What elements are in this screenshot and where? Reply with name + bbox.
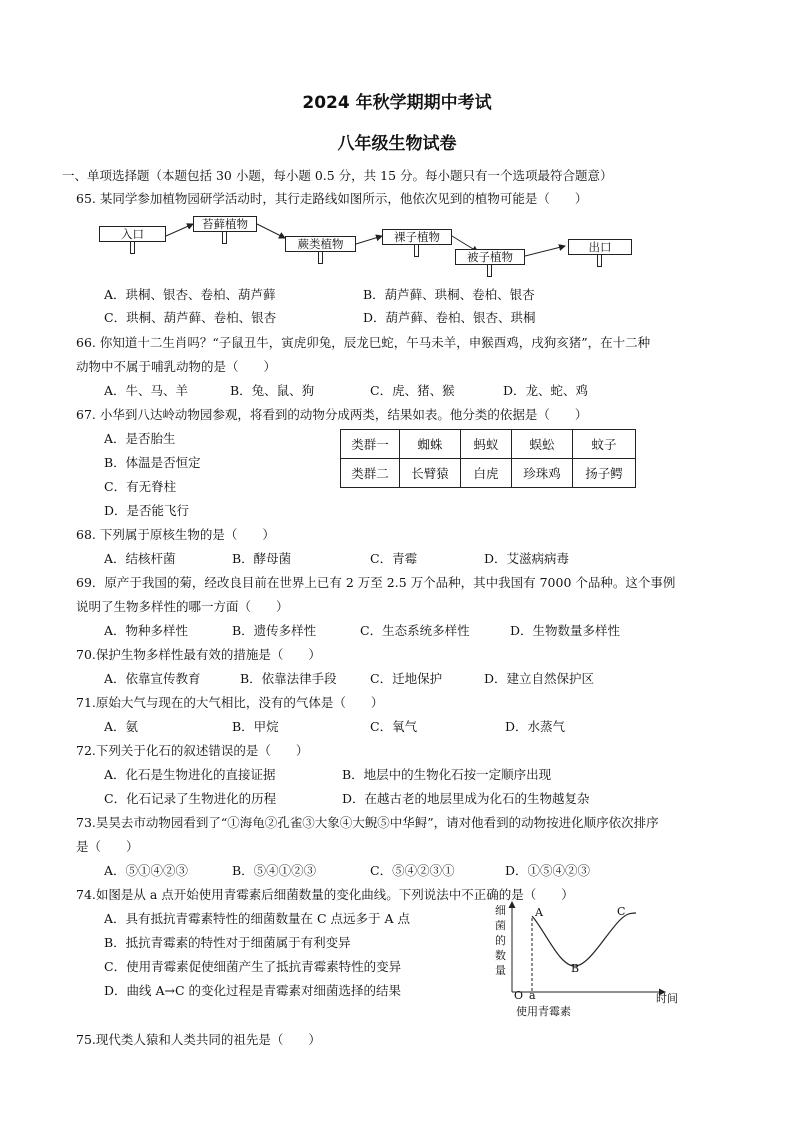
q73-option-d: D．①⑤④②③: [505, 863, 591, 878]
q70-option-c: C．迁地保护: [370, 671, 443, 686]
q73-option-c: C．⑤④②③①: [370, 863, 455, 878]
table-cell: 蜈蚣: [512, 430, 573, 459]
question-73-stem-2: 是（ ）: [76, 839, 139, 854]
question-75-stem: 75.现代类人猿和人类共同的祖先是（ ）: [76, 1032, 321, 1047]
q71-option-a: A．氨: [104, 719, 139, 734]
question-66-stem-2: 动物中不属于哺乳动物的是（ ）: [76, 359, 277, 374]
table-cell: 白虎: [461, 459, 512, 488]
table-cell: 蜘蛛: [400, 430, 461, 459]
graph-y-label: [495, 903, 509, 978]
table-row: [341, 459, 636, 488]
q72-option-b: B．地层中的生物化石按一定顺序出现: [342, 767, 552, 782]
q72-option-a: A．化石是生物进化的直接证据: [104, 767, 276, 782]
question-69-stem-1: 69．原产于我国的菊，经改良目前在世界上已有 2 万至 2.5 万个品种，其中我国有 7000 个品种。这个事例: [76, 575, 676, 590]
table-cell: 蚊子: [573, 430, 636, 459]
question-68-stem: 68. 下列属于原核生物的是（ ）: [76, 527, 275, 542]
question-66-stem-1: 66. 你知道十二生肖吗？“子鼠丑牛，寅虎卯兔，辰龙巳蛇，午马未羊，申猴酉鸡，戌狗亥猪”，在十二种: [76, 335, 651, 350]
question-69-stem-2: 说明了生物多样性的哪一方面（ ）: [76, 599, 289, 614]
y-label-char: 数: [495, 949, 506, 962]
classification-table: [340, 429, 636, 488]
bacteria-curve: [532, 913, 636, 966]
q68-option-a: A．结核杆菌: [104, 551, 176, 566]
q66-option-a: A．牛、马、羊: [104, 383, 189, 398]
x-axis-label: 时间: [656, 992, 678, 1005]
point-b-label: B: [571, 962, 580, 975]
q70-option-a: A．依靠宣传教育: [104, 671, 201, 686]
q69-option-d: D．生物数量多样性: [510, 623, 621, 638]
q65-option-a: A．珙桐、银杏、卷柏、葫芦藓: [104, 287, 276, 302]
q65-option-c: C．珙桐、葫芦藓、卷柏、银杏: [104, 310, 277, 325]
q66-option-b: B．兔、鼠、狗: [230, 383, 315, 398]
table-cell: 类群一: [341, 430, 400, 459]
exam-title: 2024 年秋学期期中考试: [302, 93, 492, 113]
point-a-label: A: [535, 906, 543, 919]
q67-option-c: C．有无脊柱: [104, 479, 177, 494]
question-74-stem: 74.如图是从 a 点开始使用青霉素后细菌数量的变化曲线。下列说法中不正确的是（ ）: [76, 887, 574, 902]
y-label-char: 菌: [495, 919, 506, 932]
y-label-char: 的: [495, 934, 506, 947]
q66-option-c: C．虎、猪、猴: [370, 383, 455, 398]
sign-post: [318, 251, 323, 264]
mark-a-label: a: [529, 989, 536, 1002]
question-67-stem: 67. 小华到八达岭动物园参观，将看到的动物分成两类，结果如表。他分类的依据是（ ）: [76, 407, 588, 422]
route-gymnosperm: 裸子植物: [382, 229, 452, 245]
exam-subtitle: 八年级生物试卷: [337, 134, 457, 154]
table-cell: 珍珠鸡: [512, 459, 573, 488]
q67-option-b: B．体温是否恒定: [104, 455, 201, 470]
q69-option-c: C．生态系统多样性: [360, 623, 470, 638]
question-65-stem: 65. 某同学参加植物园研学活动时，其行走路线如图所示，他依次见到的植物可能是（ ）: [76, 191, 588, 206]
q74-option-a: A．具有抵抗青霉素特性的细菌数量在 C 点远多于 A 点: [104, 911, 411, 926]
q69-option-b: B．遗传多样性: [232, 623, 317, 638]
question-72-stem: 72.下列关于化石的叙述错误的是（ ）: [76, 743, 309, 758]
q69-option-a: A．物种多样性: [104, 623, 189, 638]
section-heading: 一、单项选择题（本题包括 30 小题，每小题 0.5 分，共 15 分。每小题只有一个选项最符合题意）: [62, 168, 613, 183]
q74-option-b: B．抵抗青霉素的特性对于细菌属于有利变异: [104, 935, 351, 950]
q74-option-c: C．使用青霉素促使细菌产生了抵抗青霉素特性的变异: [104, 959, 402, 974]
q71-option-d: D．水蒸气: [505, 719, 566, 734]
sign-post: [222, 231, 227, 244]
q74-option-d: D．曲线 A→C 的变化过程是青霉素对细菌选择的结果: [104, 983, 402, 998]
q65-option-b: B．葫芦藓、珙桐、卷柏、银杏: [363, 287, 535, 302]
q72-option-d: D．在越古老的地层里成为化石的生物越复杂: [342, 791, 590, 806]
point-c-label: C: [617, 905, 626, 918]
q68-option-b: B．酵母菌: [232, 551, 292, 566]
route-angiosperm: 被子植物: [455, 249, 525, 265]
q66-option-d: D．龙、蛇、鸡: [503, 383, 589, 398]
question-71-stem: 71.原始大气与现在的大气相比，没有的气体是（ ）: [76, 695, 384, 710]
route-arrows: [0, 0, 794, 290]
route-entrance: 入口: [99, 226, 166, 242]
question-70-stem: 70.保护生物多样性最有效的措施是（ ）: [76, 647, 321, 662]
sign-post: [130, 241, 135, 254]
q68-option-d: D．艾滋病病毒: [484, 551, 570, 566]
origin-label: O: [514, 989, 524, 1002]
q70-option-b: B．依靠法律手段: [240, 671, 337, 686]
y-label-char: 量: [495, 964, 506, 977]
q70-option-d: D．建立自然保护区: [484, 671, 595, 686]
route-moss: 苔藓植物: [193, 216, 257, 232]
route-exit: 出口: [568, 239, 632, 255]
q65-option-d: D．葫芦藓、卷柏、银杏、珙桐: [363, 310, 536, 325]
graph-caption: 使用青霉素: [516, 1005, 571, 1018]
q72-option-c: C．化石记录了生物进化的历程: [104, 791, 277, 806]
q71-option-c: C．氧气: [370, 719, 418, 734]
q68-option-c: C．青霉: [370, 551, 418, 566]
q67-option-a: A．是否胎生: [104, 431, 176, 446]
q73-option-b: B．⑤④①②③: [232, 863, 317, 878]
sign-post: [487, 264, 492, 277]
y-label-char: 细: [495, 904, 506, 917]
sign-post: [597, 254, 602, 267]
q71-option-b: B．甲烷: [232, 719, 279, 734]
question-73-stem-1: 73.昊昊去市动物园看到了“①海龟②孔雀③大象④大鲵⑤中华鲟”，请对他看到的动物按进化顺序依次排序: [76, 815, 659, 830]
table-row: [341, 430, 636, 459]
q73-option-a: A．⑤①④②③: [104, 863, 189, 878]
table-cell: 扬子鳄: [573, 459, 636, 488]
table-cell: 长臂猿: [400, 459, 461, 488]
q67-option-d: D．是否能飞行: [104, 503, 190, 518]
table-cell: 蚂蚁: [461, 430, 512, 459]
table-cell: 类群二: [341, 459, 400, 488]
route-fern: 蕨类植物: [285, 236, 356, 252]
sign-post: [414, 244, 419, 257]
